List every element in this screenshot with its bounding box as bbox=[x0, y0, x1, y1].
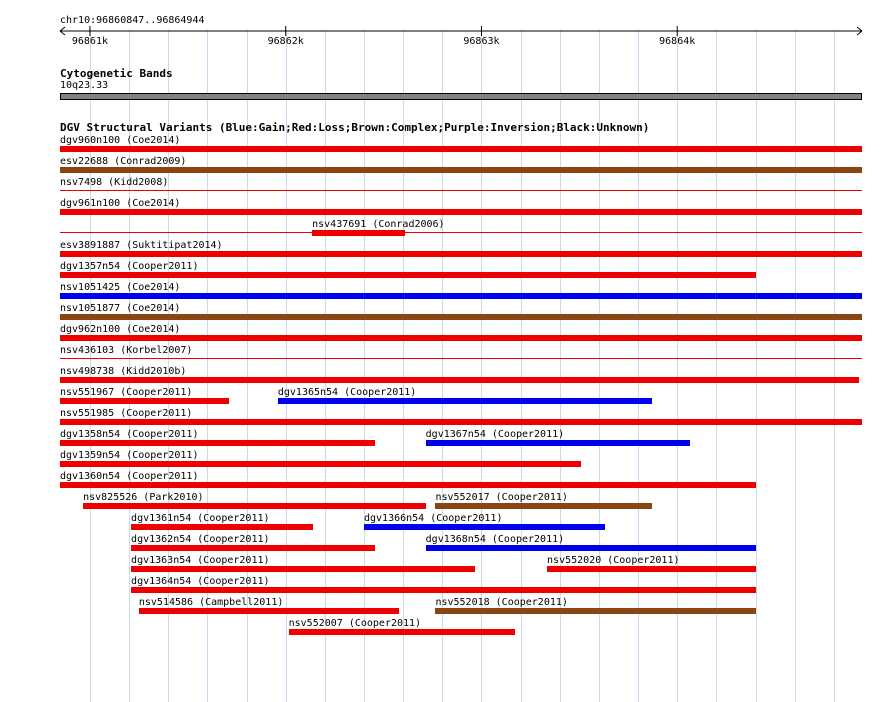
ruler-tick-label: 96862k bbox=[267, 36, 304, 47]
variant-bar[interactable] bbox=[131, 587, 756, 593]
variant-label[interactable]: nsv1051425 (Coe2014) bbox=[60, 282, 181, 293]
variant-label[interactable]: esv22688 (Conrad2009) bbox=[60, 156, 187, 167]
variant-bar[interactable] bbox=[131, 524, 313, 530]
variant-label[interactable]: nsv498738 (Kidd2010b) bbox=[60, 366, 187, 377]
variant-label[interactable]: dgv1361n54 (Cooper2011) bbox=[131, 513, 270, 524]
variant-bar[interactable] bbox=[60, 461, 581, 467]
ruler-ticks bbox=[72, 26, 695, 47]
variant-bar[interactable] bbox=[60, 272, 756, 278]
variant-label[interactable]: dgv1359n54 (Cooper2011) bbox=[60, 450, 199, 461]
variant-label[interactable]: nsv551985 (Cooper2011) bbox=[60, 408, 193, 419]
variant-bar[interactable] bbox=[131, 566, 475, 572]
variant-bar[interactable] bbox=[547, 566, 756, 572]
variant-bar[interactable] bbox=[435, 503, 651, 509]
variant-bar[interactable] bbox=[60, 377, 859, 383]
variant-bar[interactable] bbox=[289, 629, 515, 635]
dgv-track-title: DGV Structural Variants (Blue:Gain;Red:Loss;Brown:Complex;Purple:Inversion;Black:Unknown) bbox=[60, 121, 650, 134]
variant-label[interactable]: nsv552018 (Cooper2011) bbox=[435, 597, 568, 608]
variant-label[interactable]: dgv1363n54 (Cooper2011) bbox=[131, 555, 270, 566]
variant-bar[interactable] bbox=[60, 314, 862, 320]
variant-bar[interactable] bbox=[60, 167, 862, 173]
variant-bar[interactable] bbox=[364, 524, 605, 530]
variant-label[interactable]: dgv1368n54 (Cooper2011) bbox=[425, 534, 565, 545]
variant-bar[interactable] bbox=[60, 419, 862, 425]
variant-label[interactable]: dgv1362n54 (Cooper2011) bbox=[131, 534, 270, 545]
variant-bar[interactable] bbox=[83, 503, 426, 509]
ruler-tick-label: 96864k bbox=[659, 36, 696, 47]
variant-bar[interactable] bbox=[60, 293, 862, 299]
variant-label[interactable]: nsv552017 (Cooper2011) bbox=[435, 492, 568, 503]
variant-label[interactable]: dgv1365n54 (Cooper2011) bbox=[277, 387, 417, 398]
variant-bar[interactable] bbox=[60, 251, 862, 257]
variant-bar[interactable] bbox=[60, 358, 862, 359]
variant-bar[interactable] bbox=[278, 398, 652, 404]
ruler-tick-label: 96861k bbox=[71, 36, 109, 47]
variant-bar[interactable] bbox=[426, 545, 757, 551]
variant-label[interactable]: nsv514586 (Campbell2011) bbox=[138, 597, 284, 608]
variant-label[interactable]: dgv1367n54 (Cooper2011) bbox=[425, 429, 565, 440]
variant-bar[interactable] bbox=[131, 545, 375, 551]
variant-bar[interactable] bbox=[139, 608, 399, 614]
variant-label[interactable]: dgv1360n54 (Cooper2011) bbox=[60, 471, 199, 482]
variant-label[interactable]: dgv1358n54 (Cooper2011) bbox=[60, 429, 199, 440]
ruler[interactable] bbox=[0, 24, 890, 48]
variant-label[interactable]: nsv7498 (Kidd2008) bbox=[60, 177, 169, 188]
variant-bar[interactable] bbox=[312, 230, 405, 236]
variant-label[interactable]: nsv552020 (Cooper2011) bbox=[547, 555, 680, 566]
variant-label[interactable]: dgv1364n54 (Cooper2011) bbox=[131, 576, 270, 587]
variant-label[interactable]: dgv1357n54 (Cooper2011) bbox=[60, 261, 199, 272]
variant-bar[interactable] bbox=[60, 209, 862, 215]
variant-label[interactable]: esv3891887 (Suktitipat2014) bbox=[60, 240, 223, 251]
variant-label[interactable]: dgv961n100 (Coe2014) bbox=[60, 198, 181, 209]
variant-label[interactable]: nsv552007 (Cooper2011) bbox=[288, 618, 422, 629]
variant-label[interactable]: dgv960n100 (Coe2014) bbox=[60, 135, 181, 146]
variant-bar[interactable] bbox=[60, 482, 756, 488]
variant-label[interactable]: dgv962n100 (Coe2014) bbox=[60, 324, 181, 335]
variant-label[interactable]: nsv1051877 (Coe2014) bbox=[60, 303, 181, 314]
variant-label[interactable]: nsv436103 (Korbel2007) bbox=[60, 345, 193, 356]
variant-label[interactable]: nsv437691 (Conrad2006) bbox=[312, 219, 445, 230]
variant-label[interactable]: nsv825526 (Park2010) bbox=[83, 492, 204, 503]
variant-connector-line bbox=[60, 232, 862, 233]
cytoband-track-title: Cytogenetic Bands bbox=[60, 67, 173, 80]
cytoband-label: 10q23.33 bbox=[60, 80, 109, 91]
variant-bar[interactable] bbox=[60, 398, 229, 404]
variant-bar[interactable] bbox=[60, 190, 862, 191]
variant-label[interactable]: nsv551967 (Cooper2011) bbox=[60, 387, 193, 398]
variant-bar[interactable] bbox=[435, 608, 756, 614]
cytoband-bar[interactable] bbox=[60, 93, 862, 100]
ruler-tick-label: 96863k bbox=[463, 36, 500, 47]
variant-label[interactable]: dgv1366n54 (Cooper2011) bbox=[364, 513, 503, 524]
ruler-location-label: chr10:96860847..96864944 bbox=[60, 15, 205, 26]
variant-bar[interactable] bbox=[60, 146, 862, 152]
variant-bar[interactable] bbox=[426, 440, 690, 446]
variant-bar[interactable] bbox=[60, 335, 862, 341]
variant-bar[interactable] bbox=[60, 440, 375, 446]
